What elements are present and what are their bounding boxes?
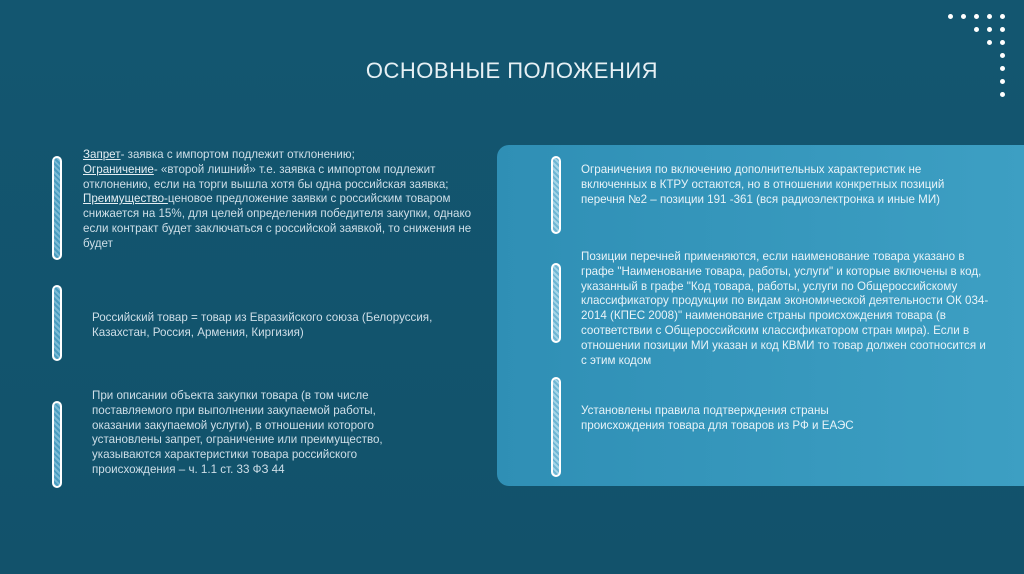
- ogranichenie-line: Ограничение- «второй лишний» т.е. заявка с импортом подлежит отклонению, если на торги вышла хотя бы одна российская заявка;: [83, 162, 449, 191]
- left-bar-2: [52, 285, 62, 361]
- decorative-dot-grid: [948, 14, 1008, 98]
- left-block-2: Российский товар = товар из Евразийского союза (Белоруссия, Казахстан, Россия, Армения, Киргизия): [92, 311, 433, 339]
- right-bar-2: [551, 263, 561, 343]
- left-bar-1: [52, 156, 62, 260]
- left-bar-3: [52, 401, 62, 488]
- right-block-3: Установлены правила подтверждения страны происхождения товара для товаров из РФ и ЕАЭС: [581, 404, 854, 432]
- preimushchestvo-line: Преимущество-ценовое предложение заявки с российским товаром снижается на 15%, для целей определения победителя закупки, однако если контракт будет заключаться с российской заявкой, то снижения не будет: [83, 192, 472, 250]
- left-block-1: [83, 148, 483, 252]
- right-block-2: Позиции перечней применяются, если наименование товара указано в графе "Наименование товара, работы, услуги" и которые включены в код, указанный в графе "Код товара, работы, услуги по Общероссийскому классификатору продукции по видам экономической деятельности ОК 034-2014 (КПЕС 2008)" наименование страны происхождения товара (в соответствии с Общероссийским классификатором стран мира). Если в отношении позиции МИ указан и код КВМИ то товар должен соотносится и с этим кодом: [581, 250, 989, 367]
- ogranichenie-term: Ограничение: [83, 162, 154, 176]
- zapret-line: Запрет- заявка с импортом подлежит отклонению;: [83, 148, 355, 161]
- zapret-term: Запрет: [83, 148, 121, 161]
- right-bar-3: [551, 377, 561, 477]
- right-bar-1: [551, 156, 561, 234]
- slide-title: ОСНОВНЫЕ ПОЛОЖЕНИЯ: [365, 58, 659, 83]
- right-block-1: Ограничения по включению дополнительных характеристик не включенных в КТРУ остаются, но в отношении конкретных позиций перечня №2 – позиции 191 -361 (вся радиоэлектронка и иные МИ): [581, 163, 945, 206]
- left-block-3: При описании объекта закупки товара (в том числе поставляемого при выполнении закупаемой работы, оказании закупаемой услуги), в отношении которого установлены запрет, ограничение или преимущество, указываются характеристики товара российского происхождения – ч. 1.1 ст. 33 ФЗ 44: [92, 389, 383, 476]
- preimushchestvo-term: Преимущество-: [83, 192, 168, 206]
